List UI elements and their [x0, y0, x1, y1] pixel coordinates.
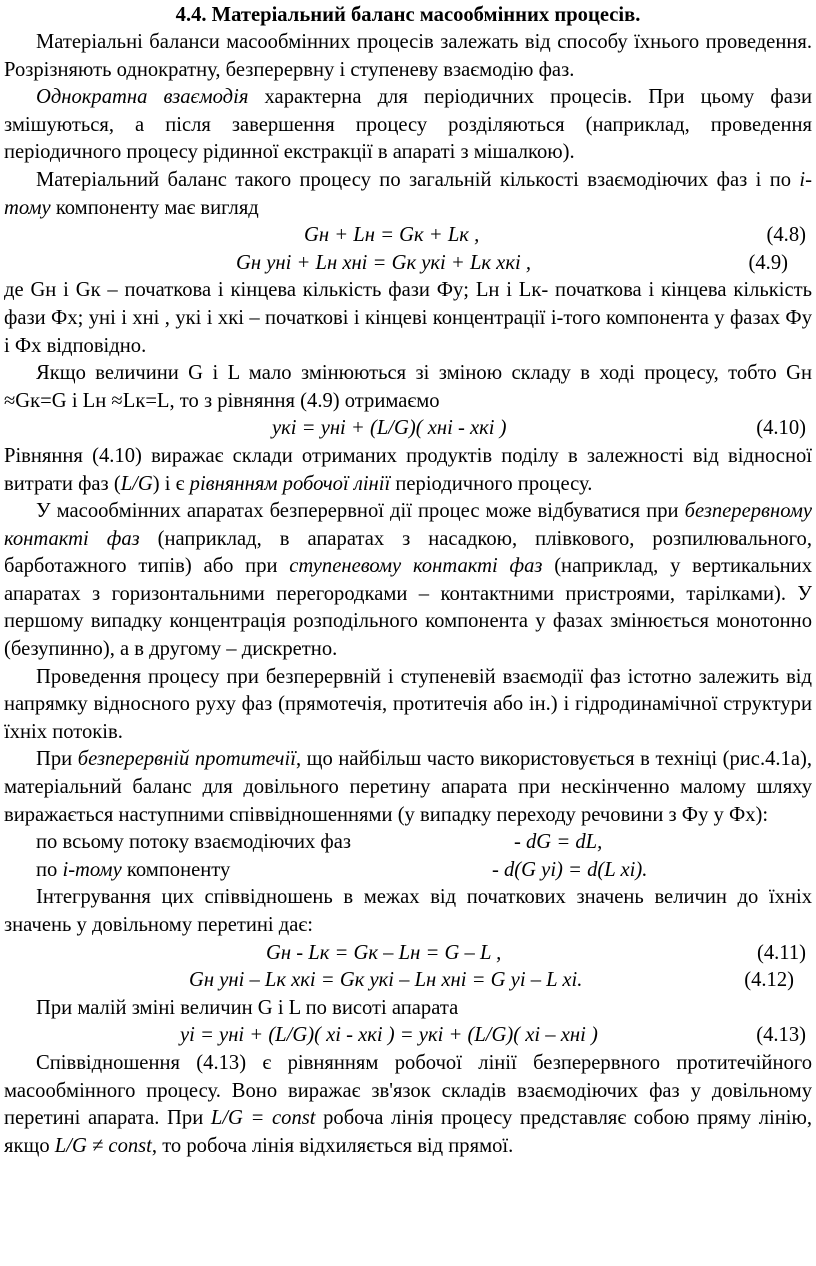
- equation-4-11: [4, 940, 812, 968]
- balance-row-total: [4, 829, 812, 857]
- balance-row-component-label: [36, 857, 230, 885]
- section-title: 4.4. Матеріальний баланс масообмінних процесів.: [175, 4, 641, 26]
- equation-4-10: [4, 415, 812, 443]
- paragraph-working-line-middle: ) і є: [152, 472, 190, 495]
- equation-4-12: [4, 967, 812, 995]
- equation-4-8-expression: Gн + Lн = Gк + Lк ,: [304, 224, 480, 247]
- paragraph-working-line: [4, 443, 812, 498]
- paragraph-continuous-apparatus-s2: (наприклад, в апаратах з насадкою, плівкового, розпилювального, барботажного типів) або при: [4, 527, 812, 578]
- equation-4-11-expression: Gн - Lк = Gк – Lн = G – L ,: [266, 941, 502, 964]
- equation-4-9-expression: Gн yнi + Lн xнi = Gк yкi + Lк xкi ,: [236, 251, 531, 274]
- equation-4-9: [4, 250, 812, 278]
- paragraph-conclusion-s2: робоча лінія процесу представляє собою пряму лінію, якщо: [4, 1107, 812, 1157]
- paragraph-balance-intro-after: компоненту має вигляд: [50, 196, 259, 219]
- equation-4-8-number: (4.8): [766, 224, 806, 247]
- term-countercurrent: безперервній протитечії: [77, 748, 296, 771]
- paragraph-continuous-apparatus: [4, 498, 812, 664]
- term-stepwise-contact: ступеневому контакті фаз: [289, 555, 543, 578]
- paragraph-conclusion-s3: , то робоча лінія відхиляється від прямої.: [151, 1134, 514, 1157]
- paragraph-single-contact: [4, 84, 812, 167]
- condition-constant: L/G = const: [210, 1107, 316, 1130]
- term-continuous-contact: безперервному контакті фаз: [4, 500, 812, 550]
- paragraph-countercurrent-s1: При: [36, 748, 78, 771]
- term-working-line: рівнянням робочої лінії: [189, 472, 391, 495]
- balance-row-total-relation: - dG = dL,: [514, 831, 603, 854]
- paragraph-working-line-before: Рівняння (4.10) виражає склади отриманих продуктів поділу в залежності від відносної витрати фаз (: [4, 444, 812, 495]
- paragraph-conclusion: [4, 1050, 812, 1160]
- paragraph-small-change: При малій зміні величин G і L по висоті апарата: [36, 996, 459, 1019]
- paragraph-flow-direction: Проведення процесу при безперервній і ступеневій взаємодії фаз істотно залежить від напрямку відносного руху фаз (прямотечія, протитечія або ін.) і гідродинамічної структури їхніх потоків.: [4, 665, 812, 743]
- balance-row-component-label-a: по: [36, 858, 63, 881]
- term-single-contact: Однократна взаємодія: [36, 86, 249, 109]
- term-i-component-2: і-тому: [62, 858, 122, 881]
- equation-4-10-number: (4.10): [756, 417, 806, 440]
- term-i-component: і-тому: [4, 168, 812, 219]
- paragraph-variables: де Gн і Gк – початкова і кінцева кількість фази Фy; Lн і Lк- початкова і кінцева кількість фази Фx; yнi і xнi , yкi і xкi – початкові і кінцеві концентрації і-того компонента у фазах Фy і Фx відповідно.: [4, 279, 812, 357]
- paragraph-continuous-apparatus-s3: (наприклад, у вертикальних апаратах з горизонтальними перегородками – контактними пристроями, тарілками). У першому випадку концентрація розподільного компонента у фазах змінюється монотонно (безупинно), а в другому – дискретно.: [4, 555, 812, 661]
- equation-4-10-expression: yкi = yнi + (L/G)( xнi - xкi ): [272, 417, 507, 440]
- paragraph-integration: Інтегрування цих співвідношень в межах від початкових значень величин до їхніх значень у довільному перетині дає:: [4, 886, 812, 936]
- balance-row-component-relation: - d(G yi) = d(L xi).: [492, 858, 648, 881]
- equation-4-8: [4, 222, 812, 250]
- equation-4-12-expression: Gн yнi – Lк xкi = Gк yкi – Lн xнi = G yi – L xi.: [189, 969, 583, 992]
- ratio-l-g: L/G: [120, 472, 153, 495]
- paragraph-intro: Матеріальні баланси масообмінних процесів залежать від способу їхнього проведення. Розрізняють однократну, безперервну і ступеневу взаємодію фаз.: [4, 31, 812, 81]
- equation-4-9-number: (4.9): [748, 251, 788, 274]
- paragraph-single-contact-text: характерна для періодичних процесів. При цьому фази змішуються, а після завершення процесу розділяються (наприклад, проведення періодичного процесу рідинної екстракції в апараті з мішалкою).: [4, 86, 812, 164]
- paragraph-working-line-after: періодичного процесу.: [390, 472, 593, 495]
- paragraph-continuous-apparatus-s1: У масообмінних апаратах безперервної дії процес може відбуватися при: [36, 500, 685, 523]
- paragraph-countercurrent-s2: , що найбільш часто використовується в техніці (рис.4.1а), матеріальний баланс для довільного перетину апарата при нескінченно малому шляху виражається наступними співвідношеннями (у випадку переходу речовини з Фy у Фx):: [4, 748, 812, 826]
- equation-4-12-number: (4.12): [744, 969, 794, 992]
- equation-4-13-expression: yi = yнi + (L/G)( xi - xкi ) = yкi + (L/G)( xi – xнi ): [180, 1024, 598, 1047]
- paragraph-balance-intro: [4, 167, 812, 222]
- equation-4-13: [4, 1022, 812, 1050]
- balance-row-component-label-b: компоненту: [121, 858, 231, 881]
- paragraph-balance-intro-before: Матеріальний баланс такого процесу по загальній кількості взаємодіючих фаз і по: [36, 168, 800, 191]
- balance-row-total-label: по всьому потоку взаємодіючих фаз: [36, 831, 352, 854]
- paragraph-conclusion-s1: Співвідношення (4.13) є рівнянням робочої лінії безперервного протитечійного масообмінного процесу. Воно виражає зв'язок складів взаємодіючих фаз у довільному перетині апарата. При: [4, 1051, 812, 1130]
- paragraph-countercurrent: [4, 746, 812, 829]
- equation-4-11-number: (4.11): [757, 941, 806, 964]
- equation-4-13-number: (4.13): [756, 1024, 806, 1047]
- condition-not-constant: L/G ≠ const: [54, 1134, 152, 1157]
- balance-row-component: [4, 857, 812, 885]
- paragraph-assumption: Якщо величини G і L мало змінюються зі зміною складу в ході процесу, тобто Gн ≈Gк=G і Lн ≈Lк=L, то з рівняння (4.9) отримаємо: [4, 362, 812, 412]
